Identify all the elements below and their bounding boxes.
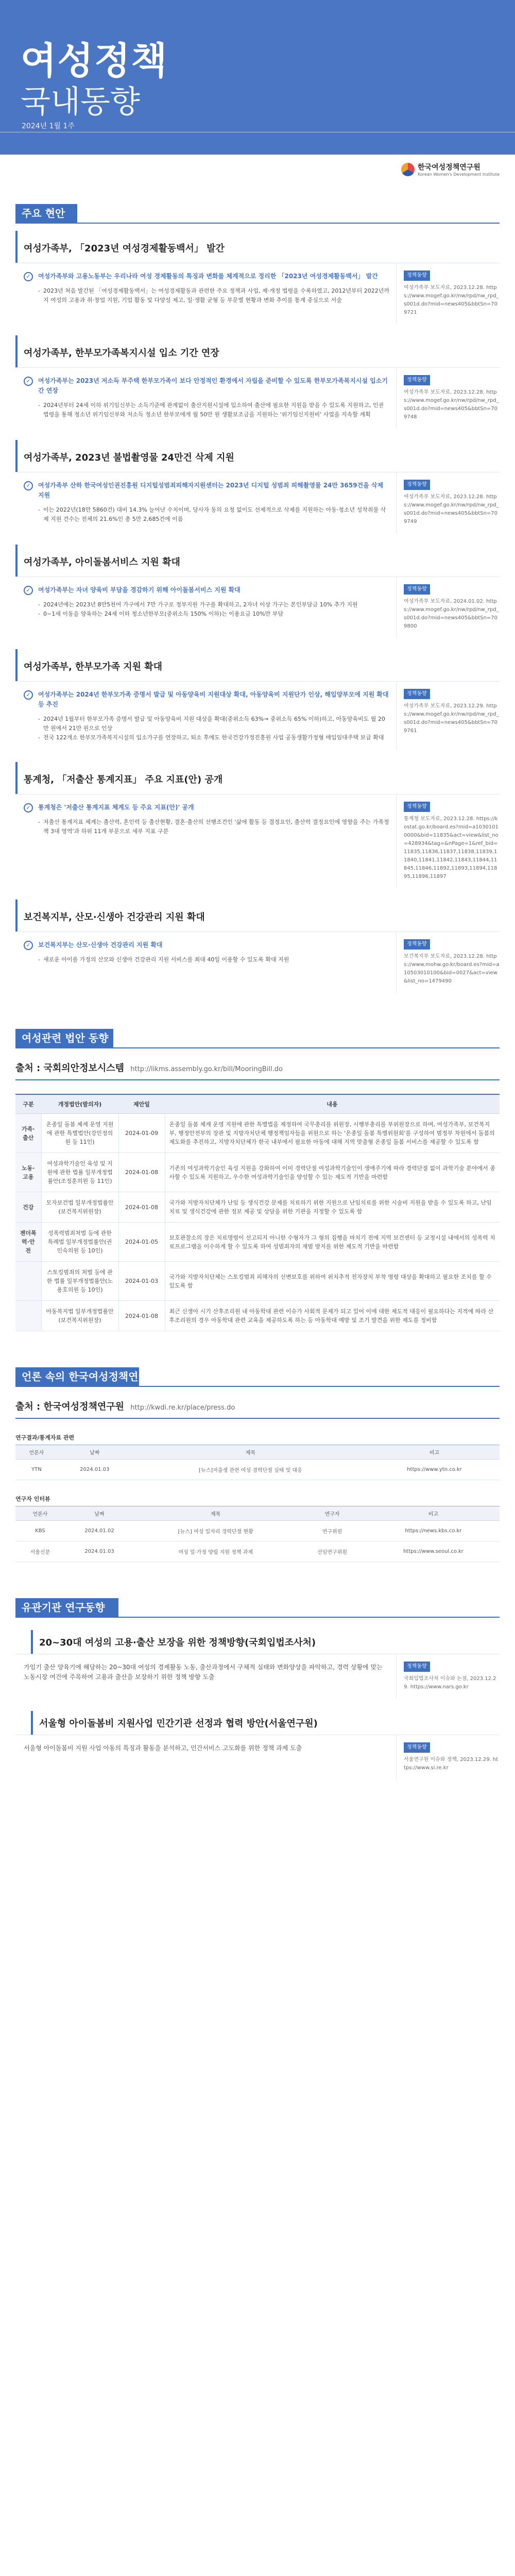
table-row [15,1223,500,1262]
news-source-text[interactable]: 여성가족부 보도자료, 2023.12.28. https://www.mogef.go.kr/nw/rpd/nw_rpd_s001d.do?mid=news405&bbtSn=709749 [404,494,499,524]
law-content: 최근 신생아 시기 산후조리원 내 아동학대 관련 이슈가 사회적 문제가 되고 있어 이에 대한 제도적 대응이 필요하다는 지적에 따라 산후조리원의 경우 아동학대 관련 교육을 제공하도록 하는 등 아동학대 예방 및 조기 발견을 위한 제도를 정비함 [165,1301,500,1331]
news-lead [24,690,390,709]
table-row [15,1521,500,1541]
section-divider [15,1617,500,1618]
logo-sub: Korean Women's Development Institute [418,172,500,177]
press-note[interactable]: https://www.ytn.co.kr [369,1460,500,1480]
news-title: 보건복지부, 산모·신생아 건강관리 지원 확대 [15,900,500,931]
section-laws-title: 여성관련 법안 동향 [15,1029,113,1047]
news-body [15,931,500,993]
source-badge: 정책동향 [404,802,430,812]
source-badge: 정책동향 [404,939,430,950]
check-circle-icon: ✓ [24,377,33,386]
news-bullets [24,505,390,524]
org-title: 20~30대 여성의 고용·출산 보장을 위한 정책방향(국회입법조사처) [31,1630,484,1654]
press-col-note: 비고 [369,1445,500,1460]
law-bill-name: 온종일 돌봄 체계 운영 지원에 관한 특별법안(강민정의원 등 11인) [41,1114,118,1153]
laws-source: 출처 : 국회의안정보시스템 http://likms.assembly.go.kr/bill/MooringBill.do [15,1061,500,1080]
press-author: 연구위원 [297,1521,367,1541]
news-title: 여성가족부, 2023년 불법촬영물 24만건 삭제 지원 [15,440,500,472]
law-date: 2024-01-05 [118,1223,165,1262]
table-row [15,1114,500,1153]
law-date: 2024-01-08 [118,1153,165,1192]
laws-col-content: 내용 [165,1094,500,1114]
table-row [15,1262,500,1301]
law-category: 젠더폭력·안전 [15,1223,41,1262]
source-badge: 정책동향 [404,1742,430,1753]
press-col-title: 제목 [134,1506,297,1521]
org-main [15,1654,397,1699]
source-badge: 정책동향 [404,480,430,490]
news-lead-text: 여성가족부는 자녀 양육비 부담을 경감하기 위해 아이돌봄서비스 지원 확대 [38,586,241,594]
check-circle-icon: ✓ [24,690,33,700]
kwdi-logo-icon [401,163,415,176]
news-lead [24,585,390,595]
org-source-text[interactable]: 국회입법조사처 이슈와 논점, 2023.12.29. https://www.nars.go.kr [404,1676,496,1690]
laws-col-date: 제안일 [118,1094,165,1114]
news-source-text[interactable]: 통계청 보도자료, 2023.12.28. https://kostat.go.kr/board.es?mid=a10301010000&bid=11835&act=view&list_no=428934&tag=&nPage=1&ref_bid=11835,11836,11837,11838,11839,11840,11841,11842,11843,11844,11845,11846,11892,11893,11894,11895,11896,11897 [404,816,499,879]
news-lead-text: 여성가족부는 2024년 한부모가족 증명서 발급 및 아동양육비 지원대상 확대, 아동양육비 지원단가 인상, 해입양부모에 지원 확대 등 추진 [38,691,389,708]
law-category: 노동·고용 [15,1153,41,1192]
laws-table [15,1094,500,1331]
news-bullet: - 2024년 1월부터 한부모가족 증명서 발급 및 아동양육비 지원 대상을 확대(중위소득 63%→ 중위소득 65% 이하)하고, 아동양육비도 월 20만 원에서 21만 원으로 인상 [38,715,390,733]
news-bullet: - 저출산 통계지표 체계는 출산력, 혼인력 등 출산현황, 결혼·출산의 선행조건인 '삶에 활동 등 결정요인, 출산력 결정요인에 영향을 주는 가족정책 3대 영역'과 하위 11개 부문으로 세부 지표 구분 [38,818,390,836]
law-content: 기존의 여성과학기술인 육성 지원을 강화하여 이미 경력단절 여성과학기술인이 생애주기에 따라 경력단절 없이 과학기술 분야에서 종사할 수 있도록 지원하고, 우수한 여성과학기술인을 양성할 수 있는 제도적 기반을 마련함 [165,1153,500,1192]
news-title: 여성가족부, 한부모가족복지시설 입소 기간 연장 [15,335,500,367]
logo-name: 한국여성정책연구원 [418,163,480,172]
law-bill-name: 성폭력범죄처벌 등에 관한 특례법 일부개정법률안(권인숙의원 등 10인) [41,1223,118,1262]
news-bullet: - 전국 122개소 한부모가족복지시설의 입소가구를 연장하고, 퇴소 후에도 한국건강가정진흥원 사업 공동생활가정형 매입임대주택 보급 확대 [38,733,390,742]
news-title: 여성가족부, 「2023년 여성경제활동백서」 발간 [15,231,500,263]
press-col-author: 연구자 [297,1506,367,1521]
org-lead [24,1743,390,1753]
news-bullet: - 2023년 처음 발간된 「여성경제활동백서」는 여성경제활동과 관련한 주요 정책과 사업, 제·개정 법령을 수록하였고, 2012년부터 2022년까지 여성의 고용과 취·창업 지원, 기업 활동 및 다양성 제고, 일·생활 균형 등 부문별 현황과 변화 추이를 통계 중심으로 서술 [38,286,390,305]
press-col-date: 날짜 [65,1506,134,1521]
law-date: 2024-01-08 [118,1301,165,1331]
section-divider [15,1047,500,1048]
news-source-text[interactable]: 여성가족부 보도자료, 2023.12.29. https://www.mogef.go.kr/nw/rpd/nw_rpd_s001d.do?mid=news405&bbtSn=709761 [404,703,499,734]
press-col-title: 제목 [132,1445,369,1460]
laws-col-bill: 개정법안(발의자) [41,1094,118,1114]
press-media: KBS [15,1521,65,1541]
header-subtitle: 국내동향 [21,84,140,120]
press-author: 선임연구위원 [297,1541,367,1562]
news-bullets [24,955,390,964]
news-main [15,577,397,638]
news-item [15,335,500,429]
press-col-media: 언론사 [15,1506,65,1521]
news-item [15,762,500,888]
press-note[interactable]: https://www.seoul.co.kr [367,1541,500,1562]
org-source-text[interactable]: 서울연구원 이슈와 정책, 2023.12.29. https://www.si.re.kr [404,1757,499,1771]
press-media: YTN [15,1460,58,1480]
news-source [397,368,500,429]
table-row [15,1192,500,1223]
news-body [15,577,500,638]
news-body [15,263,500,324]
news-source-text[interactable]: 여성가족부 보도자료, 2023.12.28. https://www.mogef.go.kr/nw/rpd/nw_rpd_s001d.do?mid=news405&bbtSn=709748 [404,389,499,420]
news-item [15,440,500,533]
source-badge: 정책동향 [404,1662,430,1672]
news-lead-text: 여성가족부와 고용노동부는 우리나라 여성 경제활동의 특징과 변화를 체계적으로 정리한 「2023년 여성경제활동백서」 발간 [38,273,378,280]
press-source: 출처 : 한국여성정책연구원 http://kwdi.re.kr/place/press.do [15,1399,500,1419]
header-date: 2024년 1월 1주 [22,122,75,130]
check-circle-icon: ✓ [24,481,33,490]
press-media: 서울신문 [15,1541,65,1562]
check-circle-icon: ✓ [24,586,33,595]
law-category [15,1301,41,1331]
section-main-title: 주요 현안 [15,204,77,223]
news-source [397,794,500,888]
section-divider [15,223,500,224]
news-bullet: - 2024년에는 2023년 8만5천여 가구에서 7만 가구로 정부지원 가구를 확대하고, 2자녀 이상 가구는 본인부담금 10% 추가 지원 [38,600,390,609]
source-badge: 정책동향 [404,270,430,281]
org-title: 서울형 아이돌봄비 지원사업 민간기관 선정과 협력 방안(서울연구원) [31,1711,484,1735]
news-body [15,681,500,751]
news-source-text[interactable]: 여성가족부 보도자료, 2024.01.02. https://www.mogef.go.kr/nw/rpd/nw_rpd_s001d.do?mid=news405&bbtSn=709800 [404,599,499,629]
news-title: 여성가족부, 한부모가족 지원 확대 [15,649,500,681]
press-source-link[interactable]: http://kwdi.re.kr/place/press.do [130,1404,235,1412]
news-source [397,263,500,324]
law-category: 가족·출산 [15,1114,41,1153]
org-body [15,1654,500,1699]
news-bullet: - 새로운 아이를 가정의 산모와 신생아 건강관리 지원 서비스를 최대 40일 이용할 수 있도록 확대 지원 [38,955,390,964]
press-table1 [15,1445,500,1480]
press-table2-caption: 연구자 인터뷰 [15,1496,50,1502]
press-source-name: 한국여성정책연구원 [43,1401,125,1412]
news-main [15,682,397,751]
source-badge: 정책동향 [404,689,430,699]
news-bullets [24,401,390,419]
table-row [15,1541,500,1562]
news-body [15,472,500,533]
law-content: 보호관찰소의 장은 치료명령이 선고되지 아니한 수형자가 그 형의 집행을 마치기 전에 지역 보건센터 등 교정시설 내에서의 성폭력 치료프로그램을 이수하게 할 수 있도록 하여 성범죄자의 재범 방지를 위한 제도적 기반을 마련함 [165,1223,500,1262]
law-date: 2024-01-03 [118,1262,165,1301]
law-content: 국가와 지방자치단체가 난임 등 생식건강 문제를 치료하기 위한 지원으로 난임치료를 위한 시술비 지원을 받을 수 있도록 하고, 난임 치료 및 생식건강에 관한 정보 제공 및 상담을 위한 기관을 지정할 수 있도록 함 [165,1192,500,1223]
press-title: [뉴스] 여성 일자리 경력단절 현황 [134,1521,297,1541]
news-source [397,577,500,638]
source-label: 출처 [15,1063,33,1074]
press-col-date: 날짜 [58,1445,132,1460]
news-source-text[interactable]: 보건복지부 보도자료, 2023.12.28. https://www.mohw.go.kr/board.es?mid=a10503010100&bid=0027&act=view&list_no=1479490 [404,954,500,984]
news-lead-text: 여성가족부는 2023년 저소득 부주택 한부모가족이 보다 안정적인 환경에서 자립을 준비할 수 있도록 한부모가족복지시설 입소기간 연장 [38,377,388,394]
news-bullet: - 이는 2022년(18만 5860건) 대비 14.3% 늘어난 수치이며, 당사자 동의 요청 없이도 선제적으로 삭제를 지원하는 아동·청소년 성착취물 삭제 지원 건수는 전체의 21.6%인 총 5만 2,685건에 이름 [38,505,390,524]
news-lead [24,272,390,281]
news-bullets [24,600,390,619]
section-orgs-title: 유관기관 연구동향 [15,1598,118,1617]
news-main [15,368,397,429]
news-lead [24,481,390,500]
news-lead-text: 통계청은 '저출산 통계지표 체계도 등 주요 지표(안)' 공개 [38,804,194,811]
law-category [15,1262,41,1301]
org-lead [24,1663,390,1682]
press-col-note: 비고 [367,1506,500,1521]
press-date: 2024.01.03 [58,1460,132,1480]
press-col-media: 언론사 [15,1445,58,1460]
org-main [15,1735,397,1780]
press-note[interactable]: https://news.kbs.co.kr [367,1521,500,1541]
org-item [15,1630,500,1699]
org-body [15,1735,500,1780]
news-item [15,545,500,638]
check-circle-icon: ✓ [24,803,33,812]
news-lead [24,940,390,950]
news-lead [24,376,390,396]
law-bill-name: 여성과학기술인 육성 및 지원에 관한 법률 일부개정법률안(조정훈의원 등 11인) [41,1153,118,1192]
check-circle-icon: ✓ [24,272,33,281]
law-bill-name: 모자보건법 일부개정법률안(보건복지위원장) [41,1192,118,1223]
press-table1-caption: 연구결과/통계자료 관련 [15,1434,75,1441]
header-title: 여성정책 [21,39,168,82]
news-bullets [24,715,390,742]
news-main [15,932,397,993]
press-date: 2024.01.03 [65,1541,134,1562]
section-press-title: 언론 속의 한국여성정책연구원 [15,1367,139,1386]
press-table2 [15,1506,500,1562]
org-item [15,1711,500,1780]
org-source [397,1735,500,1780]
news-lead-text: 보건복지부는 산모·신생아 건강관리 지원 확대 [38,941,163,948]
source-badge: 정책동향 [404,584,430,595]
table-row [15,1301,500,1331]
press-title: [뉴스]저출생 관련 여성 경력단절 실태 및 대응 [132,1460,369,1480]
news-source [397,682,500,751]
news-item [15,900,500,993]
laws-source-name: 국회의안정보시스템 [43,1063,125,1074]
news-lead [24,803,390,812]
law-bill-name: 스토킹범죄의 처벌 등에 관한 법률 일부개정법률안(노용호의원 등 10인) [41,1262,118,1301]
news-bullet: - 0~1세 이동을 양육하는 24세 이하 청소년한부모(중위소득 150% 이하)는 이용요금 10%만 부담 [38,609,390,619]
news-title: 통계청, 「저출산 통계지표」 주요 지표(안) 공개 [15,762,500,794]
org-lead-text: 가임기 출산 양육기에 해당하는 20~30대 여성의 경제활동 노동, 출산과정에서 구체적 실태와 변화양상을 파악하고, 경력 상황에 맞는 노동시장 여건에 주목하여 고용과 출산을 보장하기 위한 정책 방향 도출 [24,1664,383,1681]
news-source [397,932,500,993]
law-date: 2024-01-08 [118,1192,165,1223]
law-category: 건강 [15,1192,41,1223]
news-bullet: - 2024년부터 24세 이하 위기임신부는 소득기준에 관계없이 출산지원시설에 입소하여 출산에 필요한 지원을 받을 수 있도록 지원하고, 인권 법령을 통해 청소년 위기임신부와 저소득 청소년 한부모에게 월 50만 원 생활보조금을 지원하는 '위기임신지원비' 사업을 지속할 계획 [38,401,390,419]
news-body [15,367,500,429]
law-content: 국가와 지방자치단체는 스토킹범죄 피해자의 신변보호를 위하여 위치추적 전자장치 부착 명령 대상을 확대하고 필요한 조치를 할 수 있도록 함 [165,1262,500,1301]
news-source-text[interactable]: 여성가족부 보도자료, 2023.12.28. https://www.mogef.go.kr/nw/rpd/nw_rpd_s001d.do?mid=news405&bbtSn=709721 [404,285,499,315]
table-row [15,1153,500,1192]
source-label: 출처 [15,1401,33,1412]
press-title: 여성 일·가정 양립 지원 정책 과제 [134,1541,297,1562]
news-source [397,472,500,533]
law-date: 2024-01-09 [118,1114,165,1153]
check-circle-icon: ✓ [24,941,33,950]
section-divider [15,1386,500,1387]
laws-source-link[interactable]: http://likms.assembly.go.kr/bill/MooringBill.do [130,1065,283,1073]
header-banner [0,0,515,155]
news-main [15,472,397,533]
press-date: 2024.01.02 [65,1521,134,1541]
news-item [15,649,500,751]
table-row [15,1460,500,1480]
law-content: 온종일 돌봄 체계 운영 지원에 관한 특별법을 제정하여 국무총리를 위원장, 시행부총리를 부위원장으로 하며, 여성가족부, 보건복지부, 행정안전부의 장관 및 지방자치단체 행정책임자들을 위원으로 하는 '온종일 돌봄 특별위원회'를 구성하여 범정부 차원에서 돌봄의 제도화를 추진하고, 지방자치단체가 한국 내부에서 필요한 아동에 대해 지역 맞춤형 온종일 돌봄 서비스를 제공할 수 있도록 함 [165,1114,500,1153]
news-item [15,231,500,324]
laws-col-category: 구분 [15,1094,41,1114]
news-body [15,794,500,888]
org-source [397,1654,500,1699]
news-bullets [24,818,390,836]
news-main [15,794,397,888]
law-bill-name: 아동복지법 일부개정법률안(보건복지위원장) [41,1301,118,1331]
kwdi-logo [401,155,500,177]
news-bullets [24,286,390,305]
news-title: 여성가족부, 아이돌봄서비스 지원 확대 [15,545,500,577]
news-lead-text: 여성가족부 산하 한국여성인권진흥원 디지털성범죄피해자지원센터는 2023년 디지털 성범죄 피해촬영물 24만 3659건을 삭제 지원 [38,482,384,499]
news-main [15,263,397,324]
source-badge: 정책동향 [404,375,430,385]
org-lead-text: 서울형 아이돌봄비 지원 사업 아동의 특징과 활동을 분석하고, 민간서비스 고도화를 위한 정책 과제 도출 [24,1744,302,1752]
